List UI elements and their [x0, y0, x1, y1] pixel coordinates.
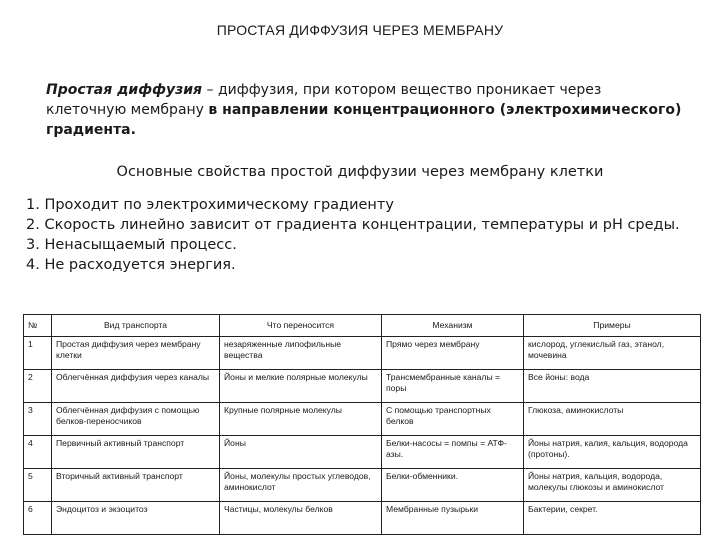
cell-examples: кислород, углекислый газ, этанол, мочевина [524, 337, 701, 370]
cell-number: 3 [24, 403, 52, 436]
properties-heading: Основные свойства простой диффузии через мембрану клетки [116, 164, 604, 180]
cell-mechanism: Белки-обменники. [382, 469, 524, 502]
cell-what-transported: Йоны [220, 436, 382, 469]
cell-what-transported: Крупные полярные молекулы [220, 403, 382, 436]
cell-transport-type: Вторичный активный транспорт [52, 469, 220, 502]
definition-text: диффузия, при котором вещество проникает через клеточную мембрану [46, 82, 602, 118]
cell-mechanism: Трансмембранные каналы = поры [382, 370, 524, 403]
table-row [24, 370, 701, 403]
cell-what-transported: Йоны и мелкие полярные молекулы [220, 370, 382, 403]
properties-list [26, 195, 706, 275]
cell-examples: Бактерии, секрет. [524, 502, 701, 535]
cell-number: 1 [24, 337, 52, 370]
table-row [24, 436, 701, 469]
header-transport-type: Вид транспорта [52, 315, 220, 337]
cell-mechanism: Прямо через мембрану [382, 337, 524, 370]
property-item: 2. Скорость линейно зависит от градиента концентрации, температуры и pH среды. [26, 217, 680, 233]
cell-mechanism: С помощью транспортных белков [382, 403, 524, 436]
cell-number: 2 [24, 370, 52, 403]
cell-what-transported: незаряженные липофильные вещества [220, 337, 382, 370]
cell-transport-type: Первичный активный транспорт [52, 436, 220, 469]
cell-transport-type: Облегчённая диффузия с помощью белков-переносчиков [52, 403, 220, 436]
definition-emphasis: в направлении концентрационного (электрохимического) градиента. [46, 102, 682, 138]
property-item: 3. Ненасыщаемый процесс. [26, 237, 237, 253]
cell-examples: Йоны натрия, калия, кальция, водорода (протоны). [524, 436, 701, 469]
cell-transport-type: Эндоцитоз и экзоцитоз [52, 502, 220, 535]
definition-paragraph [46, 80, 686, 140]
cell-transport-type: Облегчённая диффузия через каналы [52, 370, 220, 403]
table-row [24, 502, 701, 535]
cell-examples: Йоны натрия, кальция, водорода, молекулы глюкозы и аминокислот [524, 469, 701, 502]
cell-number: 6 [24, 502, 52, 535]
cell-transport-type: Простая диффузия через мембрану клетки [52, 337, 220, 370]
cell-number: 5 [24, 469, 52, 502]
cell-examples: Все йоны: вода [524, 370, 701, 403]
cell-examples: Глюкоза, аминокислоты [524, 403, 701, 436]
cell-mechanism: Белки-насосы = помпы = АТФ-азы. [382, 436, 524, 469]
property-item: 4. Не расходуется энергия. [26, 257, 236, 273]
definition-term: Простая диффузия [46, 82, 203, 98]
table-row [24, 337, 701, 370]
cell-what-transported: Йоны, молекулы простых углеводов, аминокислот [220, 469, 382, 502]
transport-table [23, 314, 701, 535]
property-item: 1. Проходит по электрохимическому градиенту [26, 197, 394, 213]
header-what-transported: Что переносится [220, 315, 382, 337]
table-row [24, 403, 701, 436]
table-row [24, 469, 701, 502]
definition-dash: – [202, 82, 218, 98]
header-mechanism: Механизм [382, 315, 524, 337]
page-title: ПРОСТАЯ ДИФФУЗИЯ ЧЕРЕЗ МЕМБРАНУ [216, 22, 504, 38]
table-header-row [24, 315, 701, 337]
cell-number: 4 [24, 436, 52, 469]
header-number: № [24, 315, 52, 337]
cell-mechanism: Мембранные пузырьки [382, 502, 524, 535]
header-examples: Примеры [524, 315, 701, 337]
cell-what-transported: Частицы, молекулы белков [220, 502, 382, 535]
